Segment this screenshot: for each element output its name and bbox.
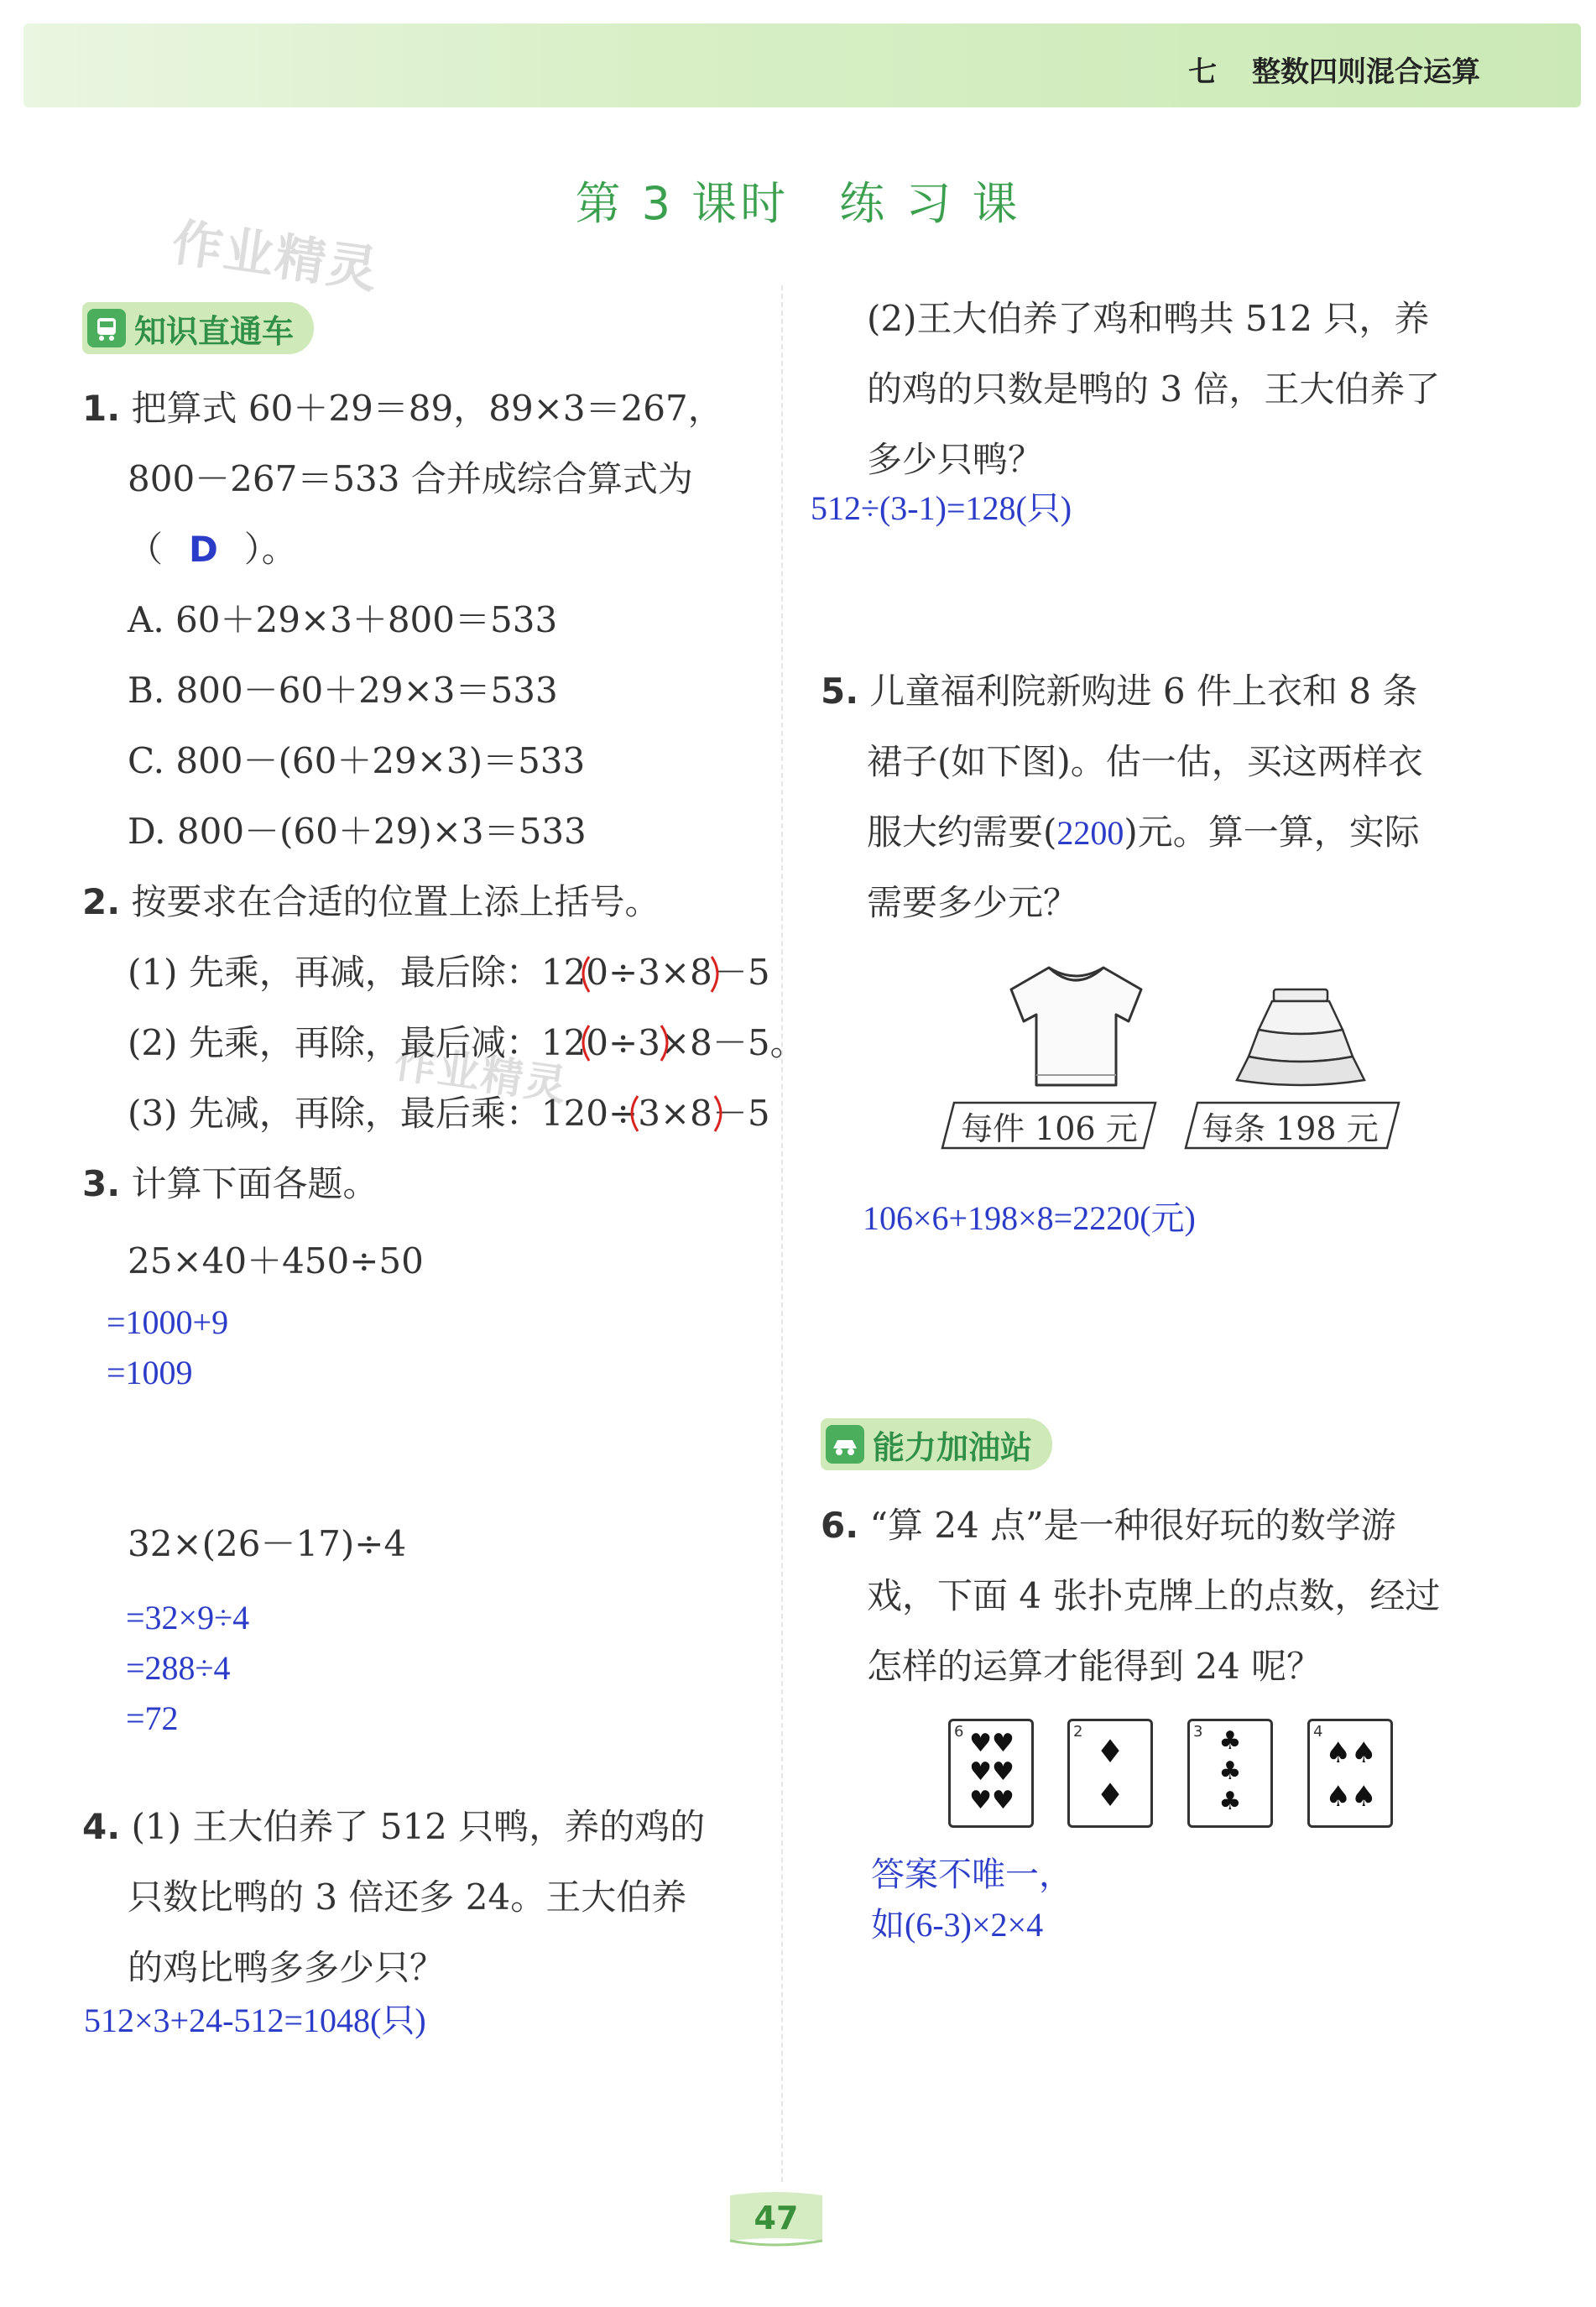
q2-item-1-label: (1) 先乘，再减，最后除： bbox=[128, 952, 541, 993]
lesson-title-part1: 第 3 课时 bbox=[575, 177, 790, 230]
q6-line1 bbox=[821, 1490, 1396, 1561]
clubs-icon: ♣ ♣ ♣ bbox=[1218, 1726, 1242, 1816]
q2-item-1-expr: 120÷3×8－5 bbox=[540, 952, 770, 993]
red-bracket-marks bbox=[571, 938, 738, 1156]
q4-part1-line2: 只数比鸭的 3 倍还多 24。王大伯养 bbox=[128, 1876, 687, 1918]
shirt-icon bbox=[1007, 961, 1145, 1091]
q1-paren-open: （ bbox=[128, 529, 164, 570]
q3-expr-2: 32×(26－17)÷4 bbox=[128, 1523, 407, 1564]
q5-line4: 需要多少元？ bbox=[867, 882, 1079, 923]
bracket-3-open bbox=[632, 1096, 638, 1131]
q1-option-d: D. 800－(60＋29)×3＝533 bbox=[128, 811, 587, 852]
card-three-clubs bbox=[1187, 1719, 1273, 1828]
hearts-icon: ♥♥ ♥♥ ♥♥ bbox=[969, 1729, 1014, 1815]
q2-item-3-label: (3) 先减，再除，最后乘： bbox=[128, 1093, 541, 1134]
q4-part2-line3: 多少只鸭？ bbox=[867, 439, 1044, 480]
q5-number: 5. bbox=[821, 671, 859, 712]
q6-answer-line1: 答案不唯一， bbox=[871, 1856, 1072, 1893]
watermark: 作业精灵 bbox=[168, 213, 383, 300]
skirt-icon bbox=[1234, 986, 1368, 1087]
diamonds-icon: ♦ ♦ bbox=[1095, 1733, 1125, 1814]
column-divider bbox=[781, 285, 783, 2182]
q1-paren-close: ）。 bbox=[243, 529, 297, 570]
q6-line2: 戏，下面 4 张扑克牌上的点数，经过 bbox=[867, 1575, 1441, 1616]
q1-option-c: C. 800－(60＋29×3)＝533 bbox=[128, 740, 586, 781]
q5-line2: 裙子(如下图)。估一估，买这两样衣 bbox=[867, 741, 1423, 782]
q2-prompt-text: 按要求在合适的位置上添上括号。 bbox=[131, 881, 660, 922]
q2-item-2-expr: 120÷3×8－5。 bbox=[540, 1022, 806, 1063]
chapter-number: 七 bbox=[1188, 55, 1218, 89]
q5-line3-pre: 服大约需要( bbox=[867, 812, 1057, 853]
q4-part2-answer: 512÷(3-1)=128(只) bbox=[811, 489, 1072, 527]
q1-line2: 800－267＝533 合并成综合算式为 bbox=[128, 458, 693, 499]
q1-number: 1. bbox=[82, 388, 121, 429]
q4-part2-line1: (2)王大伯养了鸡和鸭共 512 只，养 bbox=[867, 298, 1430, 339]
q5-line3 bbox=[867, 797, 1420, 869]
q3-ans1-line1: =1000+9 bbox=[107, 1303, 229, 1341]
q6-line3: 怎样的运算才能得到 24 呢？ bbox=[867, 1646, 1322, 1687]
card-4-rank: 4 bbox=[1313, 1723, 1323, 1741]
q2-number: 2. bbox=[82, 881, 121, 922]
q5-answer: 106×6+198×8=2220(元) bbox=[863, 1199, 1196, 1237]
q1-option-b: B. 800－60＋29×3＝533 bbox=[128, 670, 558, 711]
q4-part1-answer: 512×3+24-512=1048(只) bbox=[84, 2002, 426, 2039]
q6-answer-line2: 如(6-3)×2×4 bbox=[871, 1906, 1044, 1944]
card-four-spades bbox=[1307, 1719, 1393, 1828]
bracket-3-close bbox=[715, 1096, 721, 1131]
card-six-hearts bbox=[948, 1719, 1034, 1828]
q3-prompt-text: 计算下面各题。 bbox=[131, 1163, 378, 1204]
chapter-heading bbox=[1188, 49, 1480, 90]
q6-text-1: “算 24 点”是一种很好玩的数学游 bbox=[869, 1505, 1396, 1546]
q3-number: 3. bbox=[82, 1163, 121, 1204]
q5-text-1: 儿童福利院新购进 6 件上衣和 8 条 bbox=[869, 671, 1418, 712]
q4-part1-line1 bbox=[82, 1792, 705, 1862]
spades-icon: ♠♠ ♠♠ bbox=[1325, 1736, 1377, 1814]
q6-number: 6. bbox=[821, 1505, 859, 1546]
q1-option-a: A. 60＋29×3＋800＝533 bbox=[128, 599, 558, 640]
q1-line3 bbox=[128, 514, 297, 585]
q3-ans1-line2: =1009 bbox=[107, 1354, 193, 1391]
q2-item-3-expr: 120÷3×8－5 bbox=[540, 1093, 770, 1134]
card-1-rank: 6 bbox=[954, 1723, 964, 1741]
bus-icon bbox=[87, 309, 126, 347]
card-3-rank: 3 bbox=[1193, 1723, 1203, 1741]
q4-part1-text-1: (1) 王大伯养了 512 只鸭，养的鸡的 bbox=[131, 1806, 706, 1847]
q3-expr-1: 25×40＋450÷50 bbox=[128, 1240, 424, 1281]
page-number: 47 bbox=[754, 2200, 799, 2237]
q5-estimate-answer: 2200 bbox=[1056, 814, 1124, 852]
card-two-diamonds bbox=[1067, 1719, 1153, 1828]
shirt-price-label: 每件 106 元 bbox=[961, 1110, 1138, 1147]
q3-ans2-line1: =32×9÷4 bbox=[126, 1599, 250, 1636]
q1-answer: D bbox=[188, 529, 218, 570]
q2-item-2-label: (2) 先乘，再除，最后减： bbox=[128, 1022, 541, 1063]
bracket-2-open bbox=[583, 1026, 589, 1061]
q5-line3-post: )元。算一算，实际 bbox=[1124, 812, 1420, 853]
section-tag-ability-label: 能力加油站 bbox=[873, 1428, 1033, 1466]
q1-line1 bbox=[82, 373, 723, 444]
q4-part2-line2: 的鸡的只数是鸭的 3 倍，王大伯养了 bbox=[867, 368, 1441, 410]
bracket-2-close bbox=[661, 1026, 667, 1061]
card-2-rank: 2 bbox=[1073, 1723, 1083, 1741]
section-tag-ability bbox=[821, 1418, 1052, 1470]
q4-number: 4. bbox=[82, 1806, 121, 1847]
lesson-title-part2: 练 习 课 bbox=[839, 177, 1021, 230]
q4-part1-line3: 的鸡比鸭多多少只？ bbox=[128, 1947, 446, 1988]
bracket-1-close bbox=[712, 957, 717, 992]
q3-ans2-line3: =72 bbox=[126, 1699, 179, 1737]
watermark-middle: 作业精灵 bbox=[391, 1037, 571, 1111]
section-tag-knowledge-label: 知识直通车 bbox=[134, 312, 295, 350]
q5-line1 bbox=[821, 656, 1417, 727]
chapter-title: 整数四则混合运算 bbox=[1252, 55, 1480, 89]
section-tag-knowledge bbox=[82, 302, 314, 354]
car-icon bbox=[826, 1425, 864, 1464]
bracket-1-open bbox=[583, 957, 589, 992]
q3-prompt bbox=[82, 1149, 378, 1219]
skirt-price-label: 每条 198 元 bbox=[1202, 1110, 1379, 1147]
q2-prompt bbox=[82, 867, 660, 937]
q3-ans2-line2: =288÷4 bbox=[126, 1649, 231, 1687]
q1-text-1: 把算式 60＋29＝89，89×3＝267， bbox=[131, 388, 723, 429]
